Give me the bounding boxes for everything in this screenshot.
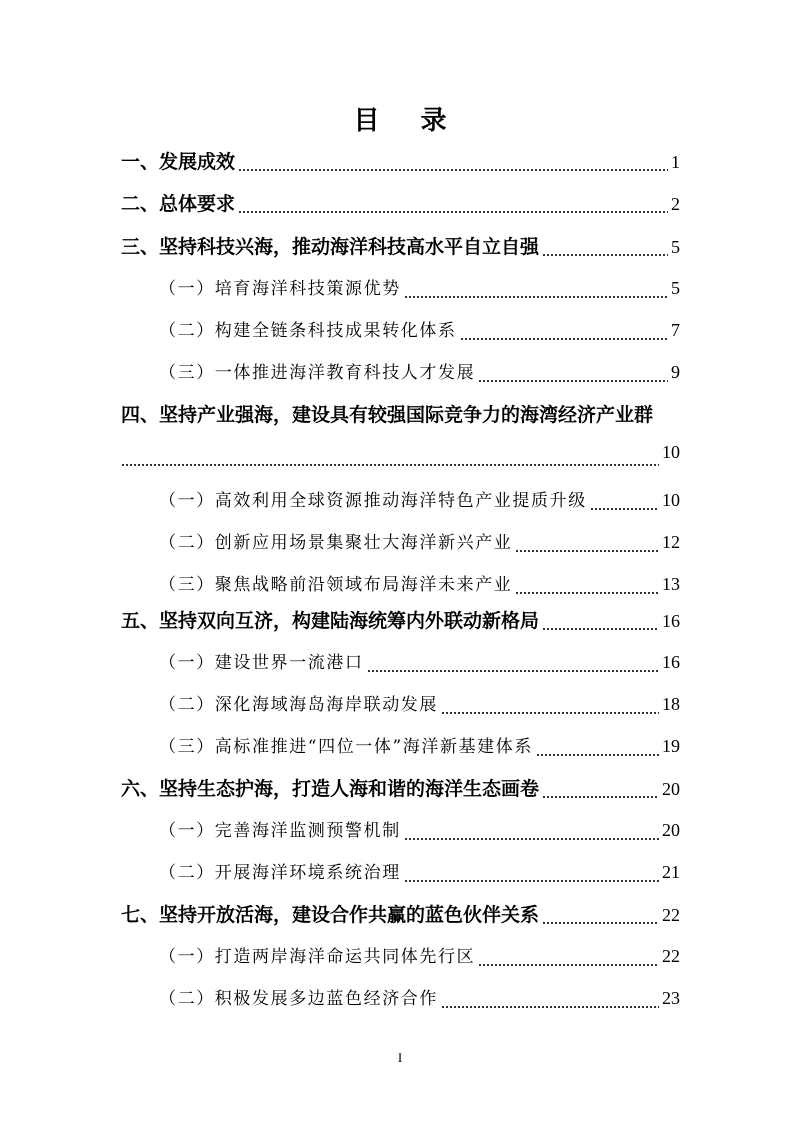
- toc-entry[interactable]: [159, 984, 680, 1016]
- toc-leader-dots: [238, 168, 668, 172]
- toc-entry[interactable]: [159, 274, 680, 306]
- toc-entry-page: 9: [671, 362, 680, 382]
- toc-entry-page: 23: [662, 988, 680, 1008]
- toc-entry-page: 10: [662, 490, 680, 510]
- toc-entry[interactable]: [159, 690, 680, 722]
- toc-entry[interactable]: [121, 232, 680, 264]
- toc-leader-dots: [542, 795, 659, 799]
- toc-entry-label: （一）高效利用全球资源推动海洋特色产业提质升级: [159, 491, 587, 511]
- toc-entry-page: 18: [662, 694, 680, 714]
- toc-leader-dots: [367, 669, 659, 673]
- toc-leader-dots: [404, 295, 668, 299]
- toc-leader-dots: [542, 627, 659, 631]
- toc-entry-label: （一）培育海洋科技策源优势: [159, 279, 401, 299]
- toc-entry-page: 20: [662, 820, 680, 840]
- toc-leader-dots: [542, 253, 668, 257]
- toc-entry-label: （一）完善海洋监测预警机制: [159, 821, 401, 841]
- page-number-footer: I: [397, 1050, 403, 1065]
- toc-entry[interactable]: [159, 570, 680, 602]
- toc-entry-label: （二）深化海域海岛海岸联动发展: [159, 695, 438, 715]
- toc-entry-label: （三）一体推进海洋教育科技人才发展: [159, 363, 476, 383]
- toc-entry[interactable]: [121, 147, 680, 179]
- toc-entry[interactable]: [121, 774, 680, 806]
- toc-leader-dots: [441, 1005, 659, 1009]
- toc-entry[interactable]: [121, 400, 680, 432]
- toc-entry-page: 16: [662, 652, 680, 672]
- toc-entry-page: 5: [671, 278, 680, 298]
- toc-entry-label: （三）聚焦战略前沿领域布局海洋未来产业: [159, 575, 513, 595]
- toc-entry-page: 21: [662, 862, 680, 882]
- toc-entry-page: 5: [671, 237, 680, 257]
- toc-entry-label: 三、坚持科技兴海，推动海洋科技高水平自立自强: [121, 236, 540, 258]
- toc-entry[interactable]: [159, 528, 680, 560]
- toc-entry-page: 19: [662, 736, 680, 756]
- toc-entry[interactable]: [159, 858, 680, 890]
- toc-entry-label: （二）构建全链条科技成果转化体系: [159, 321, 457, 341]
- toc-entry-label: （一）建设世界一流港口: [159, 653, 364, 673]
- toc-leader-dots: [238, 210, 668, 214]
- toc-leader-dots: [478, 963, 659, 967]
- toc-leader-dots: [536, 753, 659, 757]
- toc-entry-page: 13: [662, 574, 680, 594]
- toc-entry[interactable]: [121, 189, 680, 221]
- toc-entry-page: 7: [671, 320, 680, 340]
- toc-entry[interactable]: [159, 358, 680, 390]
- toc-entry-page: 10: [662, 442, 680, 462]
- toc-leader-dots: [515, 591, 659, 595]
- toc-entry[interactable]: [159, 732, 680, 764]
- toc-entry[interactable]: [121, 606, 680, 638]
- toc-leader-dots: [478, 379, 668, 383]
- toc-leader-dots: [460, 337, 668, 341]
- toc-leader-dots: [441, 711, 659, 715]
- toc-entry-page: 12: [662, 532, 680, 552]
- toc-entry-label: （一）打造两岸海洋命运共同体先行区: [159, 947, 476, 967]
- toc-entry-page: 16: [662, 611, 680, 631]
- toc-entry-label: （三）高标准推进“四位一体”海洋新基建体系: [159, 737, 533, 757]
- toc-leader-dots: [515, 549, 659, 553]
- toc-entry-page: 22: [662, 946, 680, 966]
- toc-leader-dots: [121, 463, 659, 467]
- toc-title: 目 录: [353, 106, 463, 136]
- toc-entry-page: 22: [662, 905, 680, 925]
- toc-entry[interactable]: [121, 900, 680, 932]
- toc-entry-label: 七、坚持开放活海，建设合作共赢的蓝色伙伴关系: [121, 904, 540, 926]
- toc-leader-dots: [590, 507, 659, 511]
- toc-entry-label: 二、总体要求: [121, 193, 236, 215]
- toc-entry-label: 一、发展成效: [121, 151, 236, 173]
- toc-entry-label: 四、坚持产业强海，建设具有较强国际竞争力的海湾经济产业群: [121, 404, 654, 426]
- toc-entry-page: 20: [662, 779, 680, 799]
- toc-leader-dots: [404, 837, 659, 841]
- toc-entry-label: 五、坚持双向互济，构建陆海统筹内外联动新格局: [121, 610, 540, 632]
- toc-leader-dots: [404, 879, 659, 883]
- toc-entry-continuation[interactable]: [121, 442, 680, 474]
- toc-entry[interactable]: [159, 486, 680, 518]
- toc-entry[interactable]: [159, 942, 680, 974]
- toc-entry-label: （二）创新应用场景集聚壮大海洋新兴产业: [159, 533, 513, 553]
- toc-entry-label: 六、坚持生态护海，打造人海和谐的海洋生态画卷: [121, 778, 540, 800]
- toc-entry-page: 1: [671, 152, 680, 172]
- toc-entry-page: 2: [671, 194, 680, 214]
- toc-leader-dots: [542, 921, 659, 925]
- toc-entry-label: （二）积极发展多边蓝色经济合作: [159, 989, 438, 1009]
- toc-entry[interactable]: [159, 648, 680, 680]
- toc-entry-label: （二）开展海洋环境系统治理: [159, 863, 401, 883]
- toc-entry[interactable]: [159, 316, 680, 348]
- toc-entry[interactable]: [159, 816, 680, 848]
